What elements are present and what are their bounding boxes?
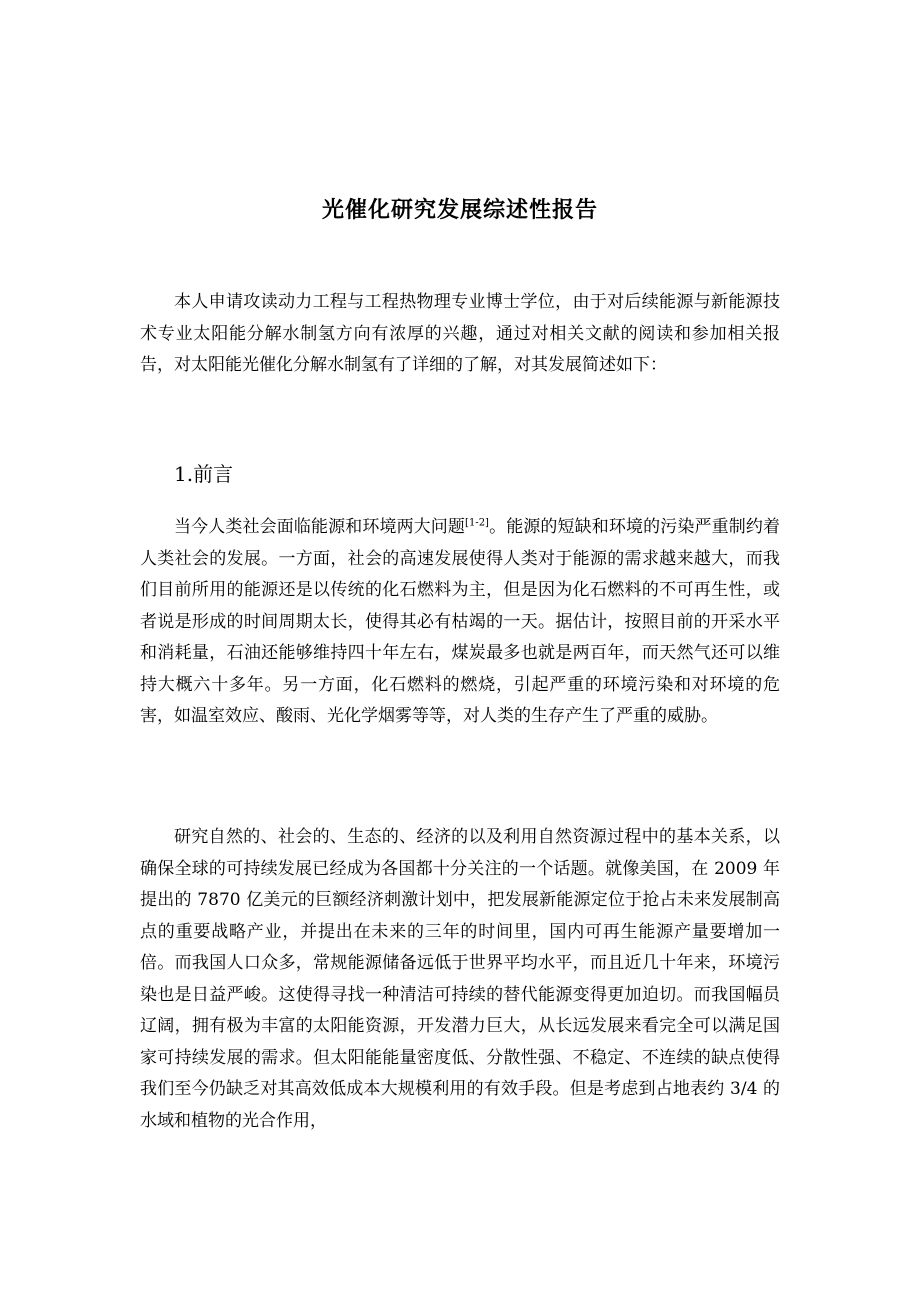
preface-paragraph-1-text-a: 当今人类社会面临能源和环境两大问题 xyxy=(174,517,466,537)
document-title: 光催化研究发展综述性报告 xyxy=(321,197,598,223)
intro-paragraph: 本人申请攻读动力工程与工程热物理专业博士学位，由于对后续能源与新能源技术专业太阳能分解水制氢方向有浓厚的兴趣，通过对相关文献的阅读和参加相关报告，对太阳能光催化分解水制氢有了详细的了解，对其发展简述如下： xyxy=(140,292,780,375)
section-heading-preface: 1.前言 xyxy=(174,462,234,486)
preface-paragraph-1-text-b: 。能源的短缺和环境的污染严重制约着人类社会的发展。一方面，社会的高速发展使得人类对于能源的需求越来越大，而我们目前所用的能源还是以传统的化石燃料为主，但是因为化石燃料的不可再生性，或者说是形成的时间周期太长，使得其必有枯竭的一天。据估计，按照目前的开采水平和消耗量，石油还能够维持四十年左右，煤炭最多也就是两百年，而天然气还可以维持大概六十多年。另一方面，化石燃料的燃烧，引起严重的环境污染和对环境的危害，如温室效应、酸雨、光化学烟雾等等，对人类的生存产生了严重的威胁。 xyxy=(140,517,780,726)
preface-paragraph-1 xyxy=(140,512,780,733)
citation-reference: [1-2] xyxy=(465,517,489,529)
preface-paragraph-2: 研究自然的、社会的、生态的、经济的以及利用自然资源过程中的基本关系，以确保全球的可持续发展已经成为各国都十分关注的一个话题。就像美国，在 2009 年提出的 7870 亿美元的巨额经济刺激计划中，把发展新能源定位于抢占未来发展制高点的重要战略产业，并提出在未来的三年的时间里，国内可再生能源产量要增加一倍。而我国人口众多，常规能源储备远低于世界平均水平，而且近几十年来，环境污染也是日益严峻。这使得寻找一种清洁可持续的替代能源变得更加迫切。而我国幅员辽阔，拥有极为丰富的太阳能资源，开发潜力巨大，从长远发展来看完全可以满足国家可持续发展的需求。但太阳能能量密度低、分散性强、不稳定、不连续的缺点使得我们至今仍缺乏对其高效低成本大规模利用的有效手段。但是考虑到占地表约 3/4 的水域和植物的光合作用， xyxy=(140,827,780,1131)
